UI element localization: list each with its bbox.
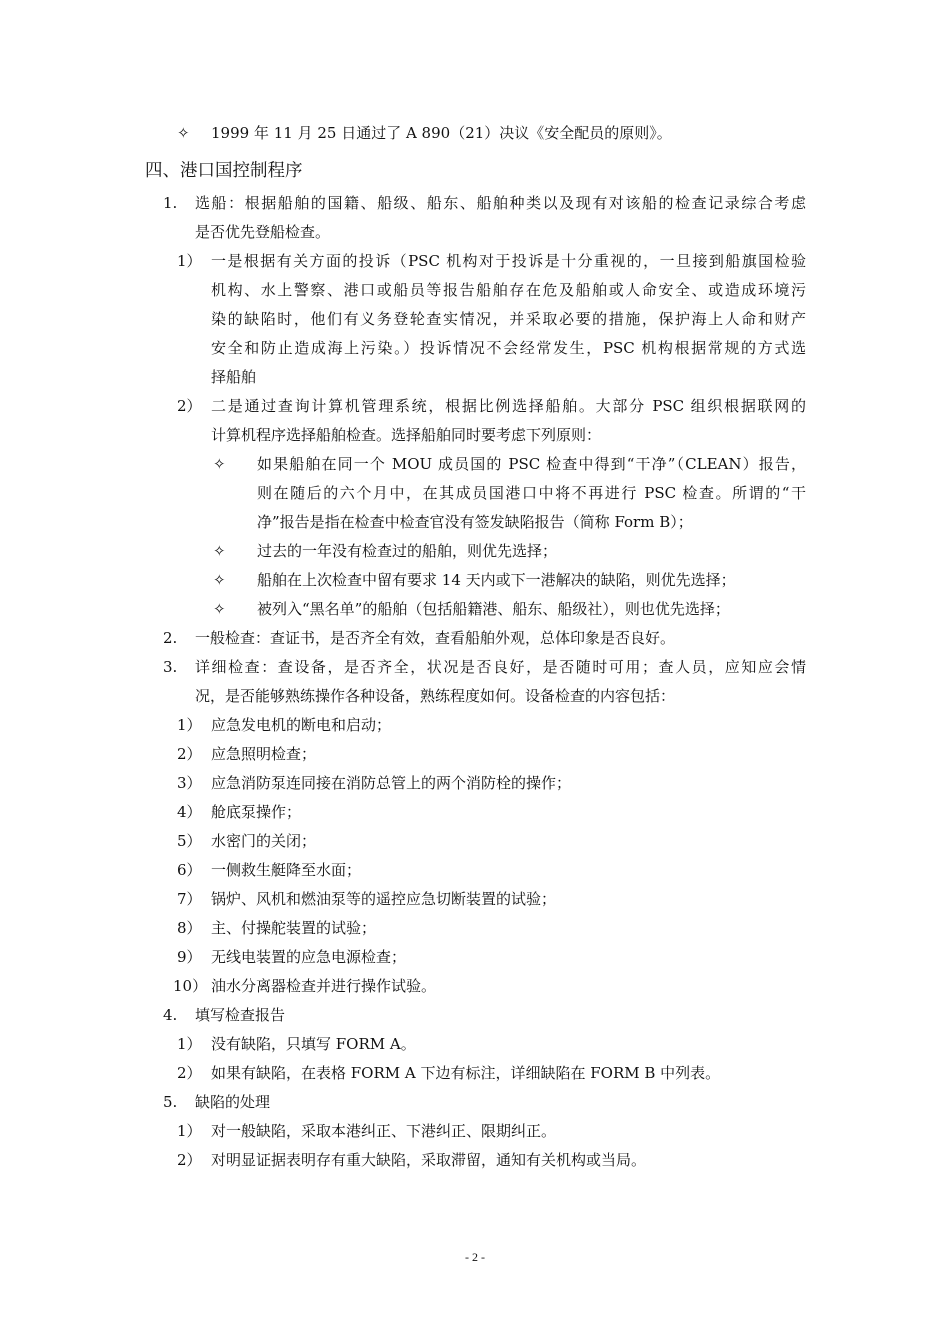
subitem-text: 油水分离器检查并进行操作试验。 [211,977,437,995]
item-text: 详细检查：查设备，是否齐全，状况是否良好，是否随时可用；查人员，应知应会情 [195,658,806,676]
item-number: 5. [163,1093,178,1111]
subitem-number: 4） [177,803,202,821]
subitem-text: 一是根据有关方面的投诉（PSC 机构对于投诉是十分重视的，一旦接到船旗国检验 [211,252,806,270]
subitem-text: 无线电装置的应急电源检查； [211,948,407,966]
subitem-number: 2） [177,745,202,763]
diamond-bullet-icon: ✧ [213,600,226,618]
subitem-number: 2） [177,397,202,415]
section-title: 四、港口国控制程序 [145,161,303,181]
item-text: 填写检查报告 [195,1006,286,1024]
subitem-text: 如果有缺陷，在表格 FORM A 下边有标注，详细缺陷在 FORM B 中列表。 [211,1064,721,1082]
subitem-number: 6） [177,861,202,879]
bullet-text: 被列入“黑名单”的船舶（包括船籍港、船东、船级社），则也优先选择； [257,600,730,618]
subitem-text: 对一般缺陷，采取本港纠正、下港纠正、限期纠正。 [211,1122,557,1140]
subitem-text: 水密门的关闭； [211,832,317,850]
bullet-text: 则在随后的六个月中，在其成员国港口中将不再进行 PSC 检查。所谓的“干 [257,484,806,502]
item-text: 选船：根据船舶的国籍、船级、船东、船舶种类以及现有对该船的检查记录综合考虑 [195,194,806,212]
subitem-text: 应急照明检查； [211,745,317,763]
bullet-text: 1999 年 11 月 25 日通过了 A 890（21）决议《安全配员的原则》。 [211,124,672,142]
subitem-text: 机构、水上警察、港口或船员等报告船舶存在危及船舶或人命安全、或造成环境污 [211,281,806,299]
subitem-number: 1） [177,1035,202,1053]
item-text: 是否优先登船检查。 [195,223,331,241]
bullet-text: 净”报告是指在检查中检查官没有签发缺陷报告（简称 Form B）； [257,513,693,531]
item-number: 3. [163,658,178,676]
subitem-number: 10） [173,977,208,995]
bullet-text: 过去的一年没有检查过的船舶，则优先选择； [257,542,558,560]
subitem-text: 应急发电机的断电和启动； [211,716,392,734]
subitem-number: 2） [177,1064,202,1082]
item-number: 1. [163,194,178,212]
subitem-text: 安全和防止造成海上污染。）投诉情况不会经常发生，PSC 机构根据常规的方式选 [211,339,806,357]
subitem-number: 8） [177,919,202,937]
diamond-bullet-icon: ✧ [213,542,226,560]
subitem-number: 3） [177,774,202,792]
subitem-text: 染的缺陷时，他们有义务登轮查实情况，并采取必要的措施，保护海上人命和财产 [211,310,806,328]
diamond-bullet-icon: ✧ [177,124,190,142]
subitem-number: 1） [177,716,202,734]
item-text: 况，是否能够熟练操作各种设备，熟练程度如何。设备检查的内容包括： [195,687,676,705]
item-number: 2. [163,629,178,647]
subitem-number: 5） [177,832,202,850]
subitem-text: 计算机程序选择船舶检查。选择船舶同时要考虑下列原则： [211,426,602,444]
subitem-text: 应急消防泵连同接在消防总管上的两个消防栓的操作； [211,774,572,792]
subitem-text: 锅炉、风机和燃油泵等的遥控应急切断装置的试验； [211,890,557,908]
item-text: 缺陷的处理 [195,1093,271,1111]
diamond-bullet-icon: ✧ [213,455,226,473]
item-number: 4. [163,1006,178,1024]
bullet-text: 船舶在上次检查中留有要求 14 天内或下一港解决的缺陷，则优先选择； [257,571,736,589]
subitem-number: 2） [177,1151,202,1169]
subitem-number: 9） [177,948,202,966]
page-number: - 2 - [465,1250,485,1264]
subitem-text: 一侧救生艇降至水面； [211,861,362,879]
bullet-text: 如果船舶在同一个 MOU 成员国的 PSC 检查中得到“干净”（CLEAN）报告， [257,455,806,473]
subitem-text: 舱底泵操作； [211,803,302,821]
subitem-number: 1） [177,1122,202,1140]
subitem-text: 没有缺陷，只填写 FORM A。 [211,1035,416,1053]
subitem-number: 7） [177,890,202,908]
subitem-text: 对明显证据表明存有重大缺陷，采取滞留，通知有关机构或当局。 [211,1151,647,1169]
subitem-text: 二是通过查询计算机管理系统，根据比例选择船舶。大部分 PSC 组织根据联网的 [211,397,806,415]
item-text: 一般检查：查证书，是否齐全有效，查看船舶外观，总体印象是否良好。 [195,629,676,647]
subitem-text: 择船舶 [211,368,257,386]
subitem-number: 1） [177,252,202,270]
diamond-bullet-icon: ✧ [213,571,226,589]
subitem-text: 主、付操舵装置的试验； [211,919,377,937]
